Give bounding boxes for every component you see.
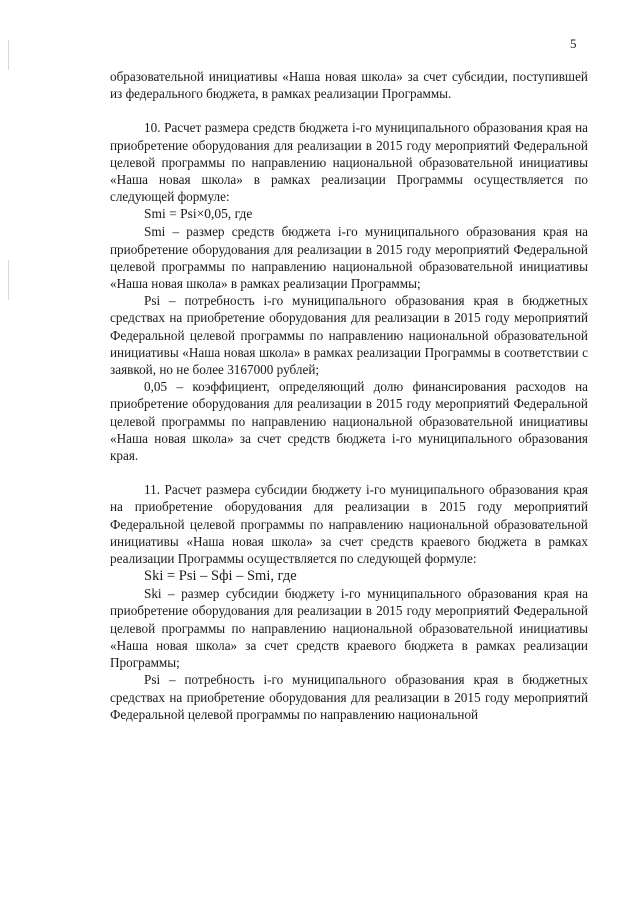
page-number: 5 — [570, 36, 577, 51]
paragraph-item-10: 10. Расчет размера средств бюджета i-го муниципального образования края на приобретение оборудования для реализации в 2015 году мероприятий Федеральной целевой программы по направлению национальной образовательной инициативы «Наша новая школа» в рамках реализации Программы осуществляется по следующей формуле: — [110, 120, 588, 205]
paragraph-psi-definition: Psi – потребность i-го муниципального образования края в бюджетных средствах на приобретение оборудования для реализации в 2015 году мероприятий Федеральной целевой программы по направлению национальной образовательной инициативы «Наша новая школа» в рамках реализации Программы в соответствии с заявкой, но не более 3167000 рублей; — [110, 293, 588, 378]
paragraph-continuation: образовательной инициативы «Наша новая школа» за счет субсидии, поступившей из федерального бюджета, в рамках реализации Программы. — [110, 69, 588, 102]
paragraph-psi-definition-2: Psi – потребность i-го муниципального образования края в бюджетных средствах на приобретение оборудования для реализации в 2015 году мероприятий Федеральной целевой программы по направлению национальной — [110, 672, 588, 722]
paragraph-smi-definition: Smi – размер средств бюджета i-го муниципального образования края на приобретение оборудования для реализации в 2015 году мероприятий Федеральной целевой программы по направлению национальной образовательной инициативы «Наша новая школа» в рамках реализации Программы; — [110, 224, 588, 292]
formula-ski: Ski = Psi – Sфi – Smi, где — [144, 568, 297, 585]
scan-artifact — [8, 40, 9, 70]
paragraph-ski-definition: Ski – размер субсидии бюджету i-го муниципального образования края на приобретение оборудования для реализации в 2015 году мероприятий Федеральной целевой программы по направлению национальной образовательной инициативы «Наша новая школа» за счет средств краевого бюджета в рамках реализации Программы; — [110, 586, 588, 671]
document-body — [110, 68, 588, 723]
formula-smi: Smi = Psi×0,05, где — [144, 206, 253, 222]
scan-artifact — [8, 260, 9, 300]
paragraph-item-11: 11. Расчет размера субсидии бюджету i-го муниципального образования края на приобретение оборудования для реализации в 2015 году мероприятий Федеральной целевой программы по направлению национальной образовательной инициативы «Наша новая школа» за счет средств краевого бюджета в рамках реализации Программы осуществляется по следующей формуле: — [110, 482, 588, 567]
paragraph-coefficient-definition: 0,05 – коэффициент, определяющий долю финансирования расходов на приобретение оборудования для реализации в 2015 году мероприятий Федеральной целевой программы по направлению национальной образовательной инициативы «Наша новая школа» за счет средств бюджета i-го муниципального образования края. — [110, 379, 588, 464]
